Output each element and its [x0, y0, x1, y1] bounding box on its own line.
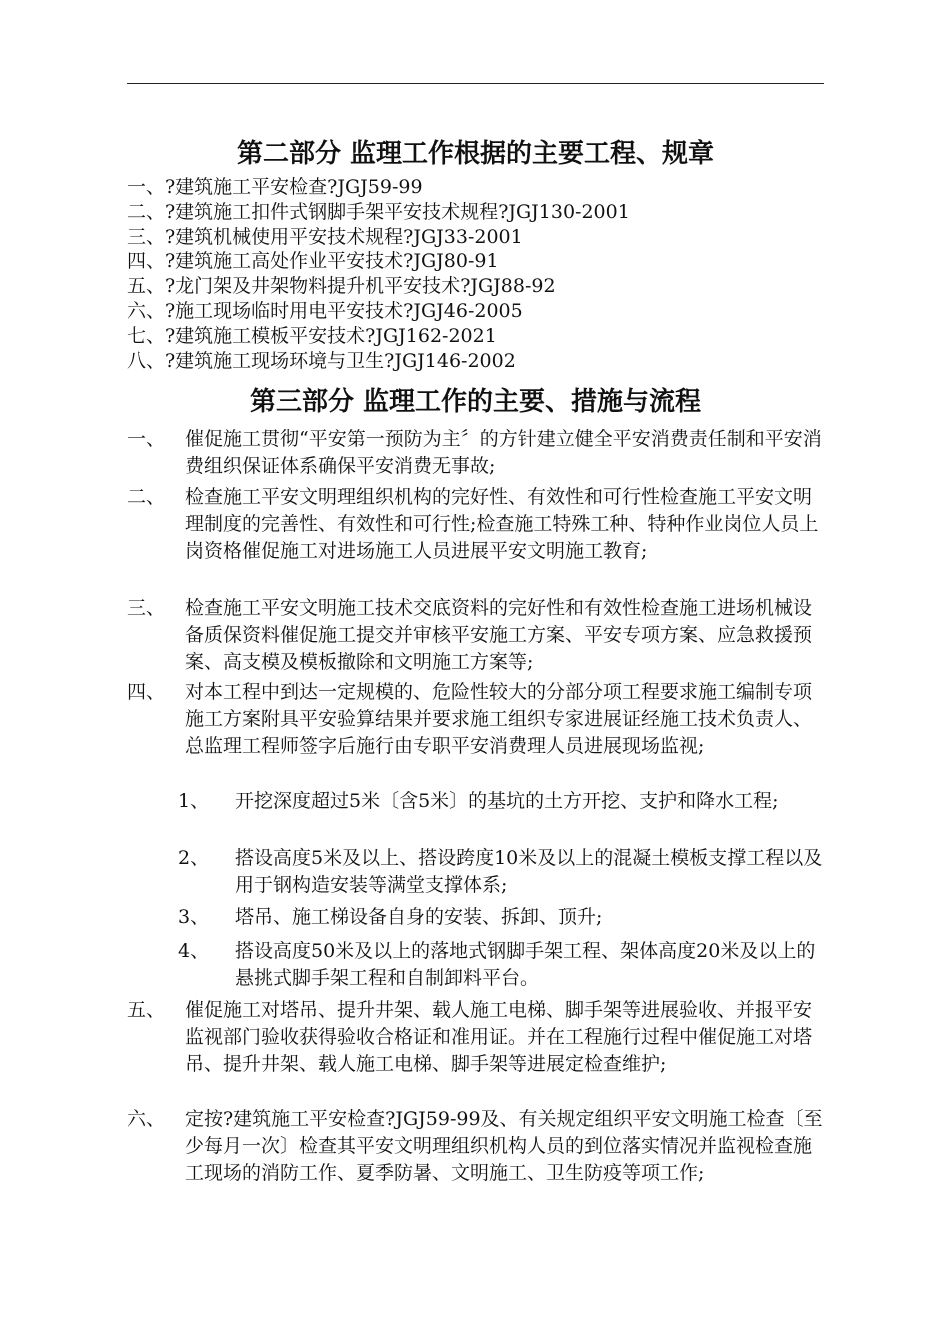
- item-number: 三、: [127, 597, 166, 619]
- item-text: 定按?建筑施工平安检查?JGJ59-99及、有关规定组织平安文明施工检查〔至少每月一次〕检查其平安文明理组织机构人员的到位落实情况并监视检查施工现场的消防工作、夏季防暑、文明施工、卫生防疫等项工作;: [185, 1108, 823, 1184]
- item-text: 催促施工贯彻“平安第一预防为主〞的方针建立健全平安消费责任制和平安消费组织保证体系确保平安消费无事故;: [185, 428, 822, 477]
- sub-item-text: 开挖深度超过5米〔含5米〕的基坑的土方开挖、支护和降水工程;: [235, 790, 779, 812]
- item-number: 二、: [127, 486, 166, 508]
- item-number: 五、: [127, 999, 166, 1021]
- item-number: 四、: [127, 681, 166, 703]
- sub-item-text: 搭设高度5米及以上、搭设跨度10米及以上的混凝土模板支撑工程以及用于钢构造安装等满堂支撑体系;: [235, 847, 823, 896]
- header-rule: [127, 83, 824, 84]
- item-text: 对本工程中到达一定规模的、危险性较大的分部分项工程要求施工编制专项施工方案附具平安验算结果并要求施工组织专家进展证经施工技术负责人、总监理工程师签字后施行由专职平安消费理人员进展现场监视;: [185, 681, 813, 757]
- reference-item: 二、?建筑施工扣件式钢脚手架平安技术规程?JGJ130-2001: [127, 200, 630, 223]
- reference-item: 七、?建筑施工模板平安技术?JGJ162-2021: [127, 324, 497, 347]
- reference-item: 一、?建筑施工平安检查?JGJ59-99: [127, 176, 423, 198]
- sub-item-text: 塔吊、施工梯设备自身的安装、拆卸、顶升;: [235, 906, 603, 928]
- part2-title: 第二部分 监理工作根据的主要工程、规章: [236, 139, 715, 169]
- sub-item-number: 4、: [178, 940, 210, 962]
- item-number: 六、: [127, 1108, 166, 1130]
- item-text: 检查施工平安文明理组织机构的完好性、有效性和可行性检查施工平安文明理制度的完善性、有效性和可行性;检查施工特殊工种、特种作业岗位人员上岗资格催促施工对进场施工人员进展平安文明施工教育;: [185, 486, 819, 562]
- reference-item: 四、?建筑施工高处作业平安技术?JGJ80-91: [127, 250, 499, 273]
- item-text: 检查施工平安文明施工技术交底资料的完好性和有效性检查施工进场机械设备质保资料催促施工提交并审核平安施工方案、平安专项方案、应急救援预案、高支模及模板撤除和文明施工方案等;: [185, 597, 813, 673]
- reference-list: [127, 175, 630, 373]
- sub-item-number: 1、: [178, 790, 210, 812]
- item-number: 一、: [127, 428, 166, 450]
- reference-item: 八、?建筑施工现场环境与卫生?JGJ146-2002: [127, 349, 516, 372]
- sub-item-number: 3、: [178, 906, 210, 928]
- part3-title: 第三部分 监理工作的主要、措施与流程: [249, 387, 702, 417]
- reference-item: 五、?龙门架及井架物料提升机平安技术?JGJ88-92: [127, 275, 556, 298]
- reference-item: 六、?施工现场临时用电平安技术?JGJ46-2005: [127, 299, 523, 322]
- sub-item-number: 2、: [178, 847, 210, 869]
- reference-item: 三、?建筑机械使用平安技术规程?JGJ33-2001: [127, 225, 523, 248]
- item-text: 催促施工对塔吊、提升井架、载人施工电梯、脚手架等进展验收、并报平安监视部门验收获得验收合格证和准用证。并在工程施行过程中催促施工对塔吊、提升井架、载人施工电梯、脚手架等进展定检查维护;: [185, 999, 813, 1075]
- sub-item-text: 搭设高度50米及以上的落地式钢脚手架工程、架体高度20米及以上的悬挑式脚手架工程和自制卸料平台。: [235, 940, 816, 989]
